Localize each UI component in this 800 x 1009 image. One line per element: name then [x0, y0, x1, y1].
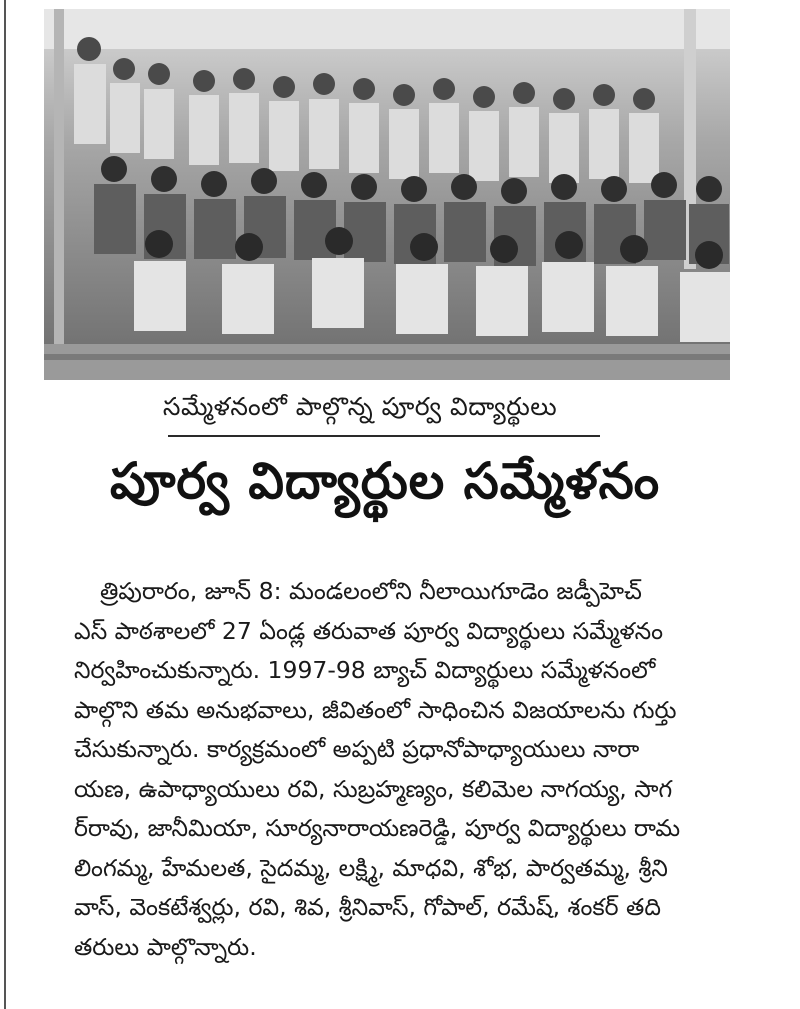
body-line: చేసుకున్నారు. కార్యక్రమంలో అప్పటి ప్రధానోపాధ్యాయులు నారా	[74, 735, 640, 763]
body-line: త్రిపురారం, జూన్ 8: మండలంలోని నీలాయిగూడెం జడ్పీహెచ్	[100, 577, 642, 605]
body-line: వాస్, వెంకటేశ్వర్లు, రవి, శివ, శ్రీనివాస్, గోపాల్, రమేష్, శంకర్ తది	[74, 893, 661, 921]
photo-caption: సమ్మేళనంలో పాల్గొన్న పూర్వ విద్యార్థులు	[162, 392, 558, 421]
body-line: యణ, ఉపాధ్యాయులు రవి, సుబ్రహ్మణ్యం, కలిమెల నాగయ్య, సాగ	[74, 774, 673, 803]
body-line: తరులు పాల్గొన్నారు.	[74, 932, 257, 961]
page-left-border	[4, 0, 6, 1009]
body-line: ఎస్ పాఠశాలలో 27 ఏండ్ల తరువాత పూర్వ విద్యార్థులు సమ్మేళనం	[74, 616, 664, 645]
body-line: ర్‌రావు, జానీమియా, సూర్యనారాయణరెడ్డి, పూర్వ విద్యార్థులు రామ	[74, 814, 681, 842]
body-line: నిర్వహించుకున్నారు. 1997-98 బ్యాచ్ విద్యార్థులు సమ్మేళనంలో	[74, 656, 656, 684]
body-line: లింగమ్మ, హేమలత, సైదమ్మ, లక్ష్మి, మాధవి, శోభ, పార్వతమ్మ, శ్రీని	[74, 853, 668, 882]
article-body	[74, 572, 744, 967]
article-headline: పూర్వ విద్యార్థుల సమ్మేళనం	[109, 452, 661, 510]
group-photo-icon	[44, 9, 730, 380]
group-photo	[44, 9, 730, 380]
caption-underline	[168, 435, 600, 437]
body-line: పాల్గొని తమ అనుభవాలు, జీవితంలో సాధించిన విజయాలను గుర్తు	[74, 695, 677, 724]
